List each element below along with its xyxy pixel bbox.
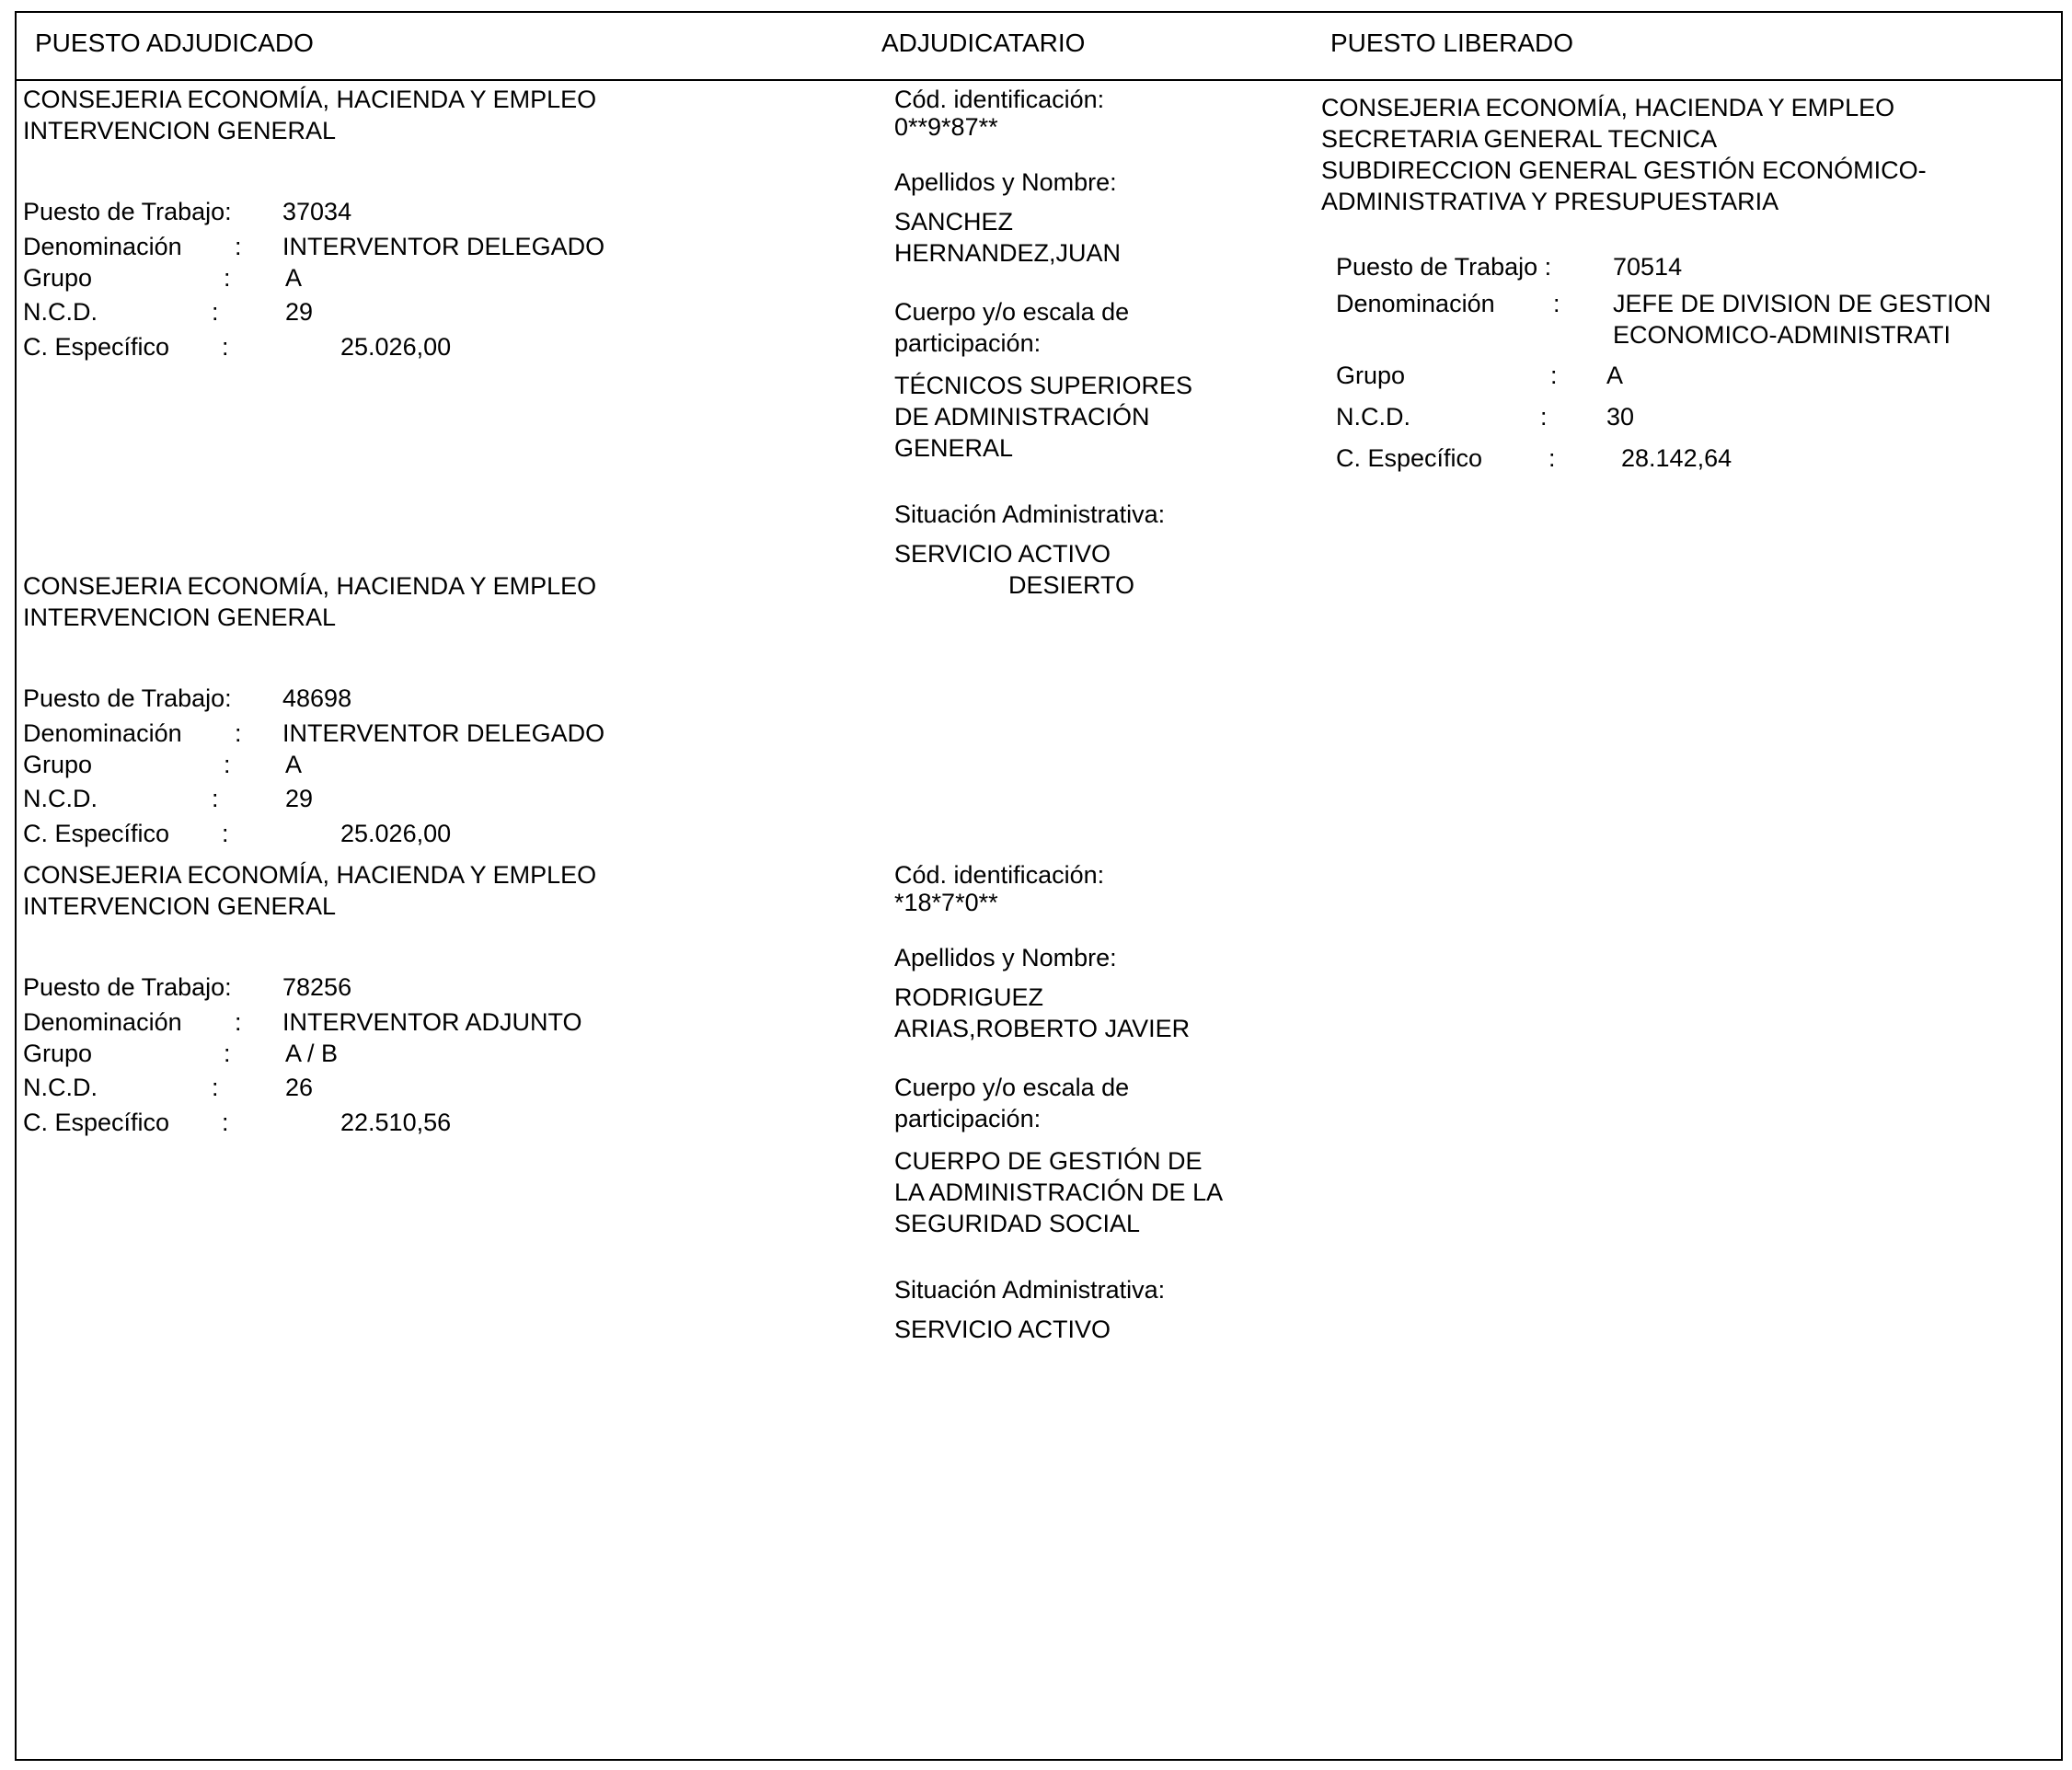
label-c-especifico: C. Específico <box>23 820 170 847</box>
label-puesto-trabajo: Puesto de Trabajo : <box>1336 253 1552 281</box>
label-cod-identificacion: Cód. identificación: <box>894 861 1105 889</box>
org-unit: INTERVENCION GENERAL <box>23 603 337 631</box>
value-grupo: A <box>285 751 303 778</box>
value-cuerpo: GENERAL <box>894 434 1014 462</box>
value-puesto-trabajo: 48698 <box>282 684 352 712</box>
value-puesto-trabajo: 37034 <box>282 198 352 225</box>
colon: : <box>1540 403 1548 431</box>
value-c-especifico: 22.510,56 <box>340 1109 452 1136</box>
value-cuerpo: CUERPO DE GESTIÓN DE <box>894 1147 1203 1175</box>
org-subunit: SUBDIRECCION GENERAL GESTIÓN ECONÓMICO- <box>1321 156 1927 184</box>
colon: : <box>224 264 231 292</box>
value-cuerpo: DE ADMINISTRACIÓN <box>894 403 1150 431</box>
org-unit: INTERVENCION GENERAL <box>23 117 337 144</box>
label-apellidos-nombre: Apellidos y Nombre: <box>894 168 1117 196</box>
label-cod-identificacion: Cód. identificación: <box>894 86 1105 113</box>
label-ncd: N.C.D. <box>1336 403 1410 431</box>
colon: : <box>1548 444 1556 472</box>
value-denominacion: JEFE DE DIVISION DE GESTION <box>1613 290 1992 317</box>
value-cod-identificacion: *18*7*0** <box>894 889 998 916</box>
value-denominacion: ECONOMICO-ADMINISTRATI <box>1613 321 1951 349</box>
org-name: CONSEJERIA ECONOMÍA, HACIENDA Y EMPLEO <box>1321 94 1895 121</box>
label-apellidos-nombre: Apellidos y Nombre: <box>894 944 1117 971</box>
label-ncd: N.C.D. <box>23 785 98 812</box>
colon: : <box>212 298 219 326</box>
colon: : <box>224 751 231 778</box>
label-participacion: participación: <box>894 329 1042 357</box>
desierto-label: DESIERTO <box>1008 571 1135 599</box>
org-name: CONSEJERIA ECONOMÍA, HACIENDA Y EMPLEO <box>23 572 597 600</box>
value-c-especifico: 25.026,00 <box>340 333 452 361</box>
value-apellido: RODRIGUEZ <box>894 983 1043 1011</box>
value-c-especifico: 28.142,64 <box>1621 444 1732 472</box>
label-grupo: Grupo <box>23 751 93 778</box>
label-grupo: Grupo <box>1336 362 1406 389</box>
colon: : <box>212 785 219 812</box>
colon: : <box>222 333 229 361</box>
label-denominacion: Denominación <box>23 233 182 260</box>
label-c-especifico: C. Específico <box>1336 444 1483 472</box>
colon: : <box>235 233 242 260</box>
value-grupo: A <box>1606 362 1624 389</box>
value-denominacion: INTERVENTOR ADJUNTO <box>282 1008 582 1036</box>
label-ncd: N.C.D. <box>23 1074 98 1101</box>
value-ncd: 29 <box>285 298 314 326</box>
value-c-especifico: 25.026,00 <box>340 820 452 847</box>
header-adjudicatario: ADJUDICATARIO <box>881 29 1086 57</box>
label-participacion: participación: <box>894 1105 1042 1132</box>
label-grupo: Grupo <box>23 264 93 292</box>
org-name: CONSEJERIA ECONOMÍA, HACIENDA Y EMPLEO <box>23 861 597 889</box>
colon: : <box>212 1074 219 1101</box>
value-cod-identificacion: 0**9*87** <box>894 113 998 141</box>
label-c-especifico: C. Específico <box>23 1109 170 1136</box>
value-cuerpo: TÉCNICOS SUPERIORES <box>894 372 1193 399</box>
label-cuerpo-escala: Cuerpo y/o escala de <box>894 298 1130 326</box>
value-cuerpo: SEGURIDAD SOCIAL <box>894 1210 1141 1237</box>
value-puesto-trabajo: 70514 <box>1613 253 1683 281</box>
label-puesto-trabajo: Puesto de Trabajo: <box>23 973 232 1001</box>
colon: : <box>235 1008 242 1036</box>
label-situacion-administrativa: Situación Administrativa: <box>894 1276 1166 1304</box>
colon: : <box>1550 362 1558 389</box>
value-situacion: SERVICIO ACTIVO <box>894 540 1111 568</box>
colon: : <box>222 820 229 847</box>
value-ncd: 30 <box>1606 403 1635 431</box>
label-ncd: N.C.D. <box>23 298 98 326</box>
value-ncd: 26 <box>285 1074 314 1101</box>
org-name: CONSEJERIA ECONOMÍA, HACIENDA Y EMPLEO <box>23 86 597 113</box>
label-puesto-trabajo: Puesto de Trabajo: <box>23 684 232 712</box>
label-cuerpo-escala: Cuerpo y/o escala de <box>894 1074 1130 1101</box>
header-puesto-adjudicado: PUESTO ADJUDICADO <box>35 29 314 57</box>
value-cuerpo: LA ADMINISTRACIÓN DE LA <box>894 1178 1224 1206</box>
colon: : <box>235 719 242 747</box>
org-subunit: ADMINISTRATIVA Y PRESUPUESTARIA <box>1321 188 1779 215</box>
value-grupo: A <box>285 264 303 292</box>
value-grupo: A / B <box>285 1040 339 1067</box>
value-nombre: HERNANDEZ,JUAN <box>894 239 1122 267</box>
colon: : <box>1553 290 1560 317</box>
value-ncd: 29 <box>285 785 314 812</box>
value-nombre: ARIAS,ROBERTO JAVIER <box>894 1015 1191 1042</box>
label-situacion-administrativa: Situación Administrativa: <box>894 500 1166 528</box>
value-apellido: SANCHEZ <box>894 208 1014 236</box>
label-denominacion: Denominación <box>23 719 182 747</box>
org-unit: INTERVENCION GENERAL <box>23 892 337 920</box>
value-denominacion: INTERVENTOR DELEGADO <box>282 233 605 260</box>
label-puesto-trabajo: Puesto de Trabajo: <box>23 198 232 225</box>
value-denominacion: INTERVENTOR DELEGADO <box>282 719 605 747</box>
label-c-especifico: C. Específico <box>23 333 170 361</box>
colon: : <box>222 1109 229 1136</box>
colon: : <box>224 1040 231 1067</box>
org-unit: SECRETARIA GENERAL TECNICA <box>1321 125 1718 153</box>
label-grupo: Grupo <box>23 1040 93 1067</box>
header-puesto-liberado: PUESTO LIBERADO <box>1330 29 1574 57</box>
value-situacion: SERVICIO ACTIVO <box>894 1316 1111 1343</box>
label-denominacion: Denominación <box>23 1008 182 1036</box>
header-divider <box>15 79 2063 81</box>
value-puesto-trabajo: 78256 <box>282 973 352 1001</box>
label-denominacion: Denominación <box>1336 290 1495 317</box>
